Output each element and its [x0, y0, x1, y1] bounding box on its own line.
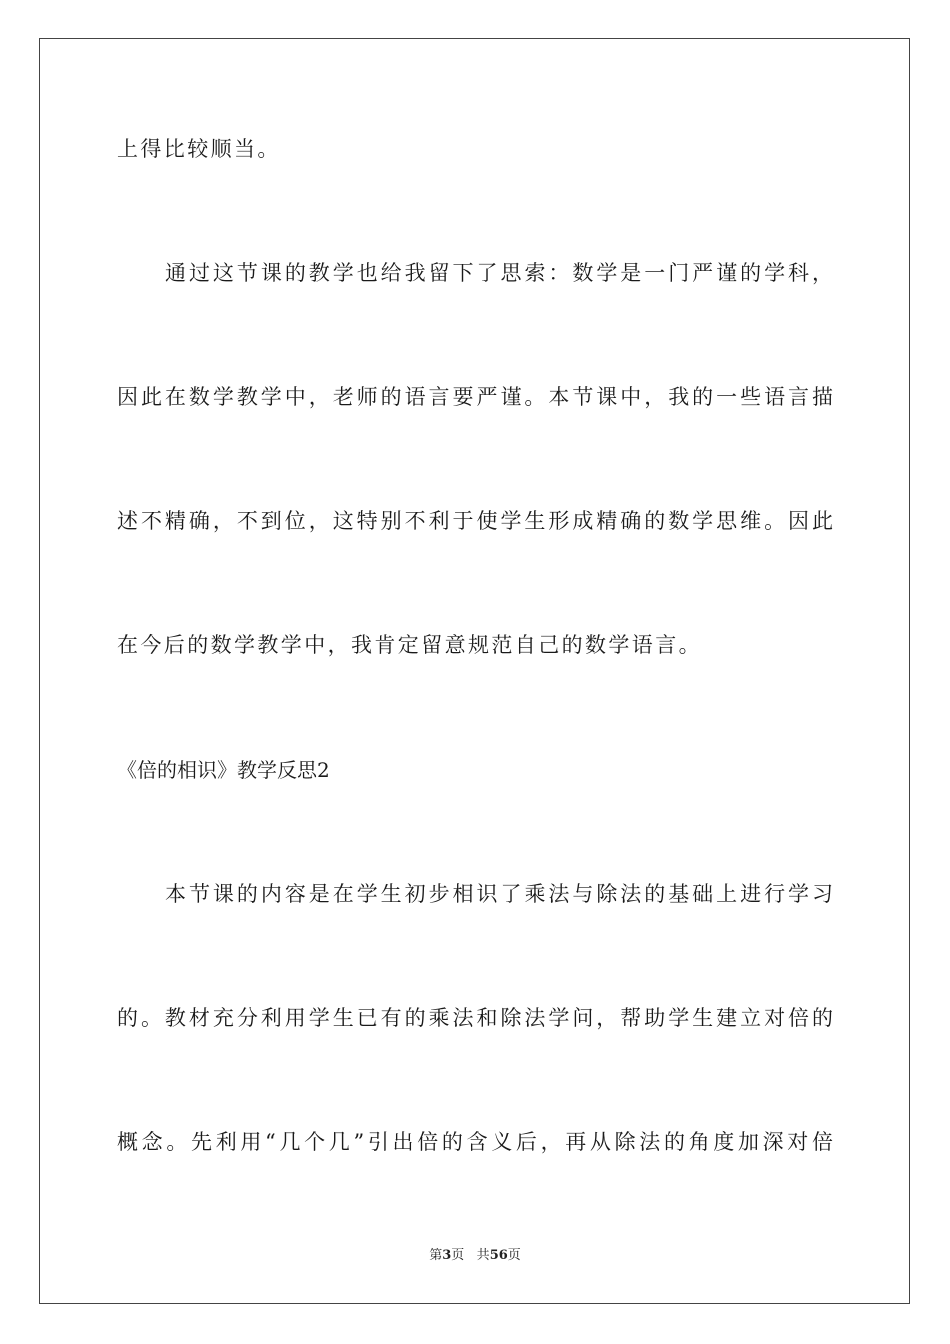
page-border	[39, 38, 910, 1304]
total-suffix: 页	[507, 1248, 521, 1263]
paragraph-line-4: 述不精确，不到位，这特别不利于使学生形成精确的数学思维。因此	[117, 509, 833, 533]
paragraph-line-2: 通过这节课的教学也给我留下了思索：数学是一门严谨的学科，	[165, 261, 833, 285]
paragraph-line-8: 概念。先利用“几个几”引出倍的含义后，再从除法的角度加深对倍	[117, 1130, 833, 1154]
paragraph-line-7: 的。教材充分利用学生已有的乘法和除法学问，帮助学生建立对倍的	[117, 1006, 833, 1030]
paragraph-line-3: 因此在数学教学中，老师的语言要严谨。本节课中，我的一些语言描	[117, 385, 833, 409]
page-footer	[0, 1247, 950, 1265]
paragraph-line-5: 在今后的数学教学中，我肯定留意规范自己的数学语言。	[117, 633, 702, 657]
page-number: 3	[442, 1248, 452, 1263]
section-heading: 《倍的相识》教学反思2	[117, 758, 330, 782]
page-suffix: 页	[451, 1248, 465, 1263]
page-prefix: 第	[429, 1248, 443, 1263]
total-pages: 56	[489, 1248, 508, 1263]
paragraph-line-1: 上得比较顺当。	[117, 137, 281, 161]
paragraph-line-6: 本节课的内容是在学生初步相识了乘法与除法的基础上进行学习	[165, 882, 833, 906]
total-prefix: 共	[476, 1248, 490, 1263]
